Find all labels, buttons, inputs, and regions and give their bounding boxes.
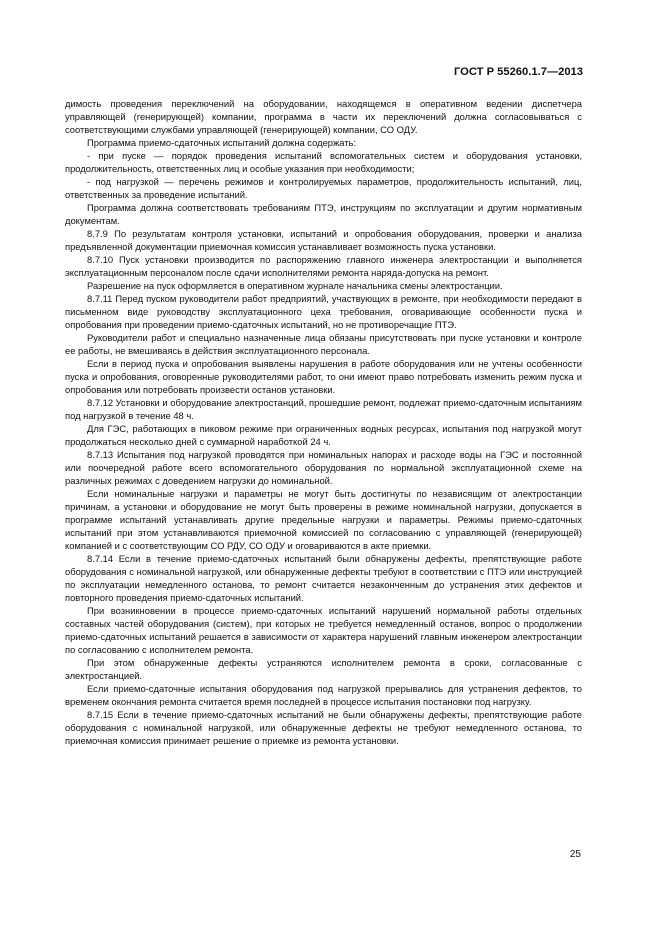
paragraph: 8.7.11 Перед пуском руководители работ предприятий, участвующих в ремонте, при необходимости передают в письменном виде руководству эксплуатационного цеха требования, оговаривающие особенности пуска и опробования при проведении приемо-сдаточных испытаний, но не противоречащие ПТЭ. — [65, 293, 582, 330]
paragraph: димость проведения переключений на оборудовании, находящемся в оперативном ведении диспетчера управляющей (генерирующей) компании, программа в части их переключений должна согласовываться с соответствующими службами управляющей (генерирующей) компании, СО ОДУ. — [65, 98, 582, 135]
paragraph: 8.7.14 Если в течение приемо-сдаточных испытаний были обнаружены дефекты, препятствующие работе оборудования с номинальной нагрузкой, или обнаруженные дефекты требуют в соответствии с ПТЭ или инструкцией по эксплуатации немедленного останова, то ремонт считается незаконченным до устранения этих дефектов и повторного проведения приемо-сдаточных испытаний. — [65, 553, 582, 603]
paragraph: Руководители работ и специально назначенные лица обязаны присутствовать при пуске установки и контроле ее работы, не вмешиваясь в действия эксплуатационного персонала. — [65, 332, 582, 356]
paragraph: Для ГЭС, работающих в пиковом режиме при ограниченных водных ресурсах, испытания под нагрузкой могут продолжаться несколько дней с суммарной наработкой 24 ч. — [65, 423, 582, 447]
paragraph: - при пуске — порядок проведения испытаний вспомогательных систем и оборудования установки, продолжительность, ответственных лиц и особые указания при необходимости; — [65, 150, 582, 174]
paragraph: Программа должна соответствовать требованиям ПТЭ, инструкциям по эксплуатации и другим нормативным документам. — [65, 202, 582, 226]
paragraph: Если номинальные нагрузки и параметры не могут быть достигнуты по независящим от электростанции причинам, а установки и оборудование не могут быть проверены в режиме номинальной нагрузки, допускается в программе испытаний устанавливать другие предельные нагрузки и параметры. Режимы приемо-сдаточных испытаний при этом устанавливаются приемочной комиссией по согласованию с управляющей (генерирующей) компанией и с соответствующим СО РДУ, СО ОДУ и оговариваются в акте приемки. — [65, 488, 582, 551]
paragraph: 8.7.12 Установки и оборудование электростанций, прошедшие ремонт, подлежат приемо-сдаточным испытаниям под нагрузкой в течение 48 ч. — [65, 397, 582, 421]
paragraph: 8.7.15 Если в течение приемо-сдаточных испытаний не были обнаружены дефекты, препятствующие работе оборудования с номинальной нагрузкой, или обнаруженные дефекты не требуют немедленного останова, то приемочная комиссия принимает решение о приемке из ремонта установки. — [65, 709, 582, 746]
paragraph: - под нагрузкой — перечень режимов и контролируемых параметров, продолжительность испытаний, лиц, ответственных за проведение испытаний. — [65, 176, 582, 200]
paragraph: Если приемо-сдаточные испытания оборудования под нагрузкой прерывались для устранения дефектов, то временем окончания ремонта считается время последней в процессе испытания постановки под нагрузку. — [65, 683, 582, 707]
paragraph: 8.7.13 Испытания под нагрузкой проводятся при номинальных напорах и расходе воды на ГЭС и постоянной или поочередной работе всего вспомогательного оборудования по нормальной эксплуатационной схеме на различных режимах с доведением нагрузки до номинальной. — [65, 449, 582, 486]
paragraph: 8.7.9 По результатам контроля установки, испытаний и опробования оборудования, проверки и анализа предъявленной документации приемочная комиссия устанавливает возможность пуска установки. — [65, 228, 582, 252]
paragraph: Разрешение на пуск оформляется в оперативном журнале начальника смены электростанции. — [87, 280, 503, 291]
paragraph: Программа приемо-сдаточных испытаний должна содержать: — [87, 137, 357, 148]
document-header: ГОСТ Р 55260.1.7—2013 — [453, 66, 583, 78]
paragraph: При возникновении в процессе приемо-сдаточных испытаний нарушений нормальной работы отдельных составных частей оборудования (систем), при которых не требуется немедленный останов, вопрос о продолжении приемо-сдаточных испытаний решается в зависимости от характера нарушений главным инженером электростанции по согласованию с исполнителем ремонта. — [65, 605, 582, 655]
paragraph: 8.7.10 Пуск установки производится по распоряжению главного инженера электростанции и выполняется эксплуатационным персоналом после сдачи исполнителями ремонта наряда-допуска на ремонт. — [65, 254, 582, 278]
page-number: 25 — [569, 849, 581, 860]
paragraph: При этом обнаруженные дефекты устраняются исполнителем ремонта в сроки, согласованные с электростанцией. — [65, 657, 582, 681]
document-body — [65, 97, 582, 747]
paragraph: Если в период пуска и опробования выявлены нарушения в работе оборудования или не учтены особенности пуска и опробования, оговоренные руководителями работ, то они имеют право потребовать изменить режим пуска и опробования или потребовать произвести останов установки. — [65, 358, 582, 395]
